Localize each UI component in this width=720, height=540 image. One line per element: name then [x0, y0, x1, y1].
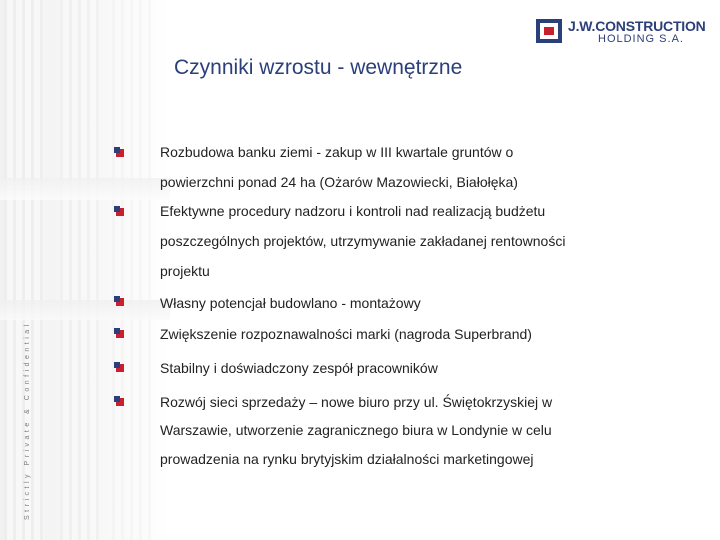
bullet-line: powierzchni ponad 24 ha (Ożarów Mazowiecki, Białołęka): [160, 174, 518, 190]
bullet-icon: [116, 330, 124, 338]
bullet-line: Efektywne procedury nadzoru i kontroli nad realizacją budżetu: [160, 203, 546, 219]
bullet-line: projektu: [160, 263, 210, 279]
bullet-line: Zwiększenie rozpoznawalności marki (nagroda Superbrand): [160, 326, 532, 342]
confidential-note: Strictly Private & Confidential: [24, 321, 31, 520]
bullet-line: prowadzenia na rynku brytyjskim działalności marketingowej: [160, 451, 534, 467]
bullet-line: Rozwój sieci sprzedaży – nowe biuro przy ul. Świętokrzyskiej w: [160, 394, 553, 410]
logo-subtitle: HOLDING S.A.: [598, 33, 684, 45]
bullet-line: Rozbudowa banku ziemi - zakup w III kwartale gruntów o: [160, 144, 514, 160]
bullet-line: Stabilny i doświadczony zespół pracowników: [160, 360, 438, 376]
bullet-icon: [116, 398, 124, 406]
bullet-icon: [116, 364, 124, 372]
bullet-icon: [116, 149, 124, 157]
bullet-line: Warszawie, utworzenie zagranicznego biura w Londynie w celu: [160, 422, 552, 438]
slide-title: Czynniki wzrostu - wewnętrzne: [174, 56, 463, 79]
bullet-icon: [116, 208, 124, 216]
bullet-icon: [116, 298, 124, 306]
bullet-line: Własny potencjał budowlano - montażowy: [160, 295, 421, 311]
logo-name: J.W.CONSTRUCTION: [568, 18, 706, 34]
bullet-line: poszczególnych projektów, utrzymywanie zakładanej rentowności: [160, 233, 566, 249]
